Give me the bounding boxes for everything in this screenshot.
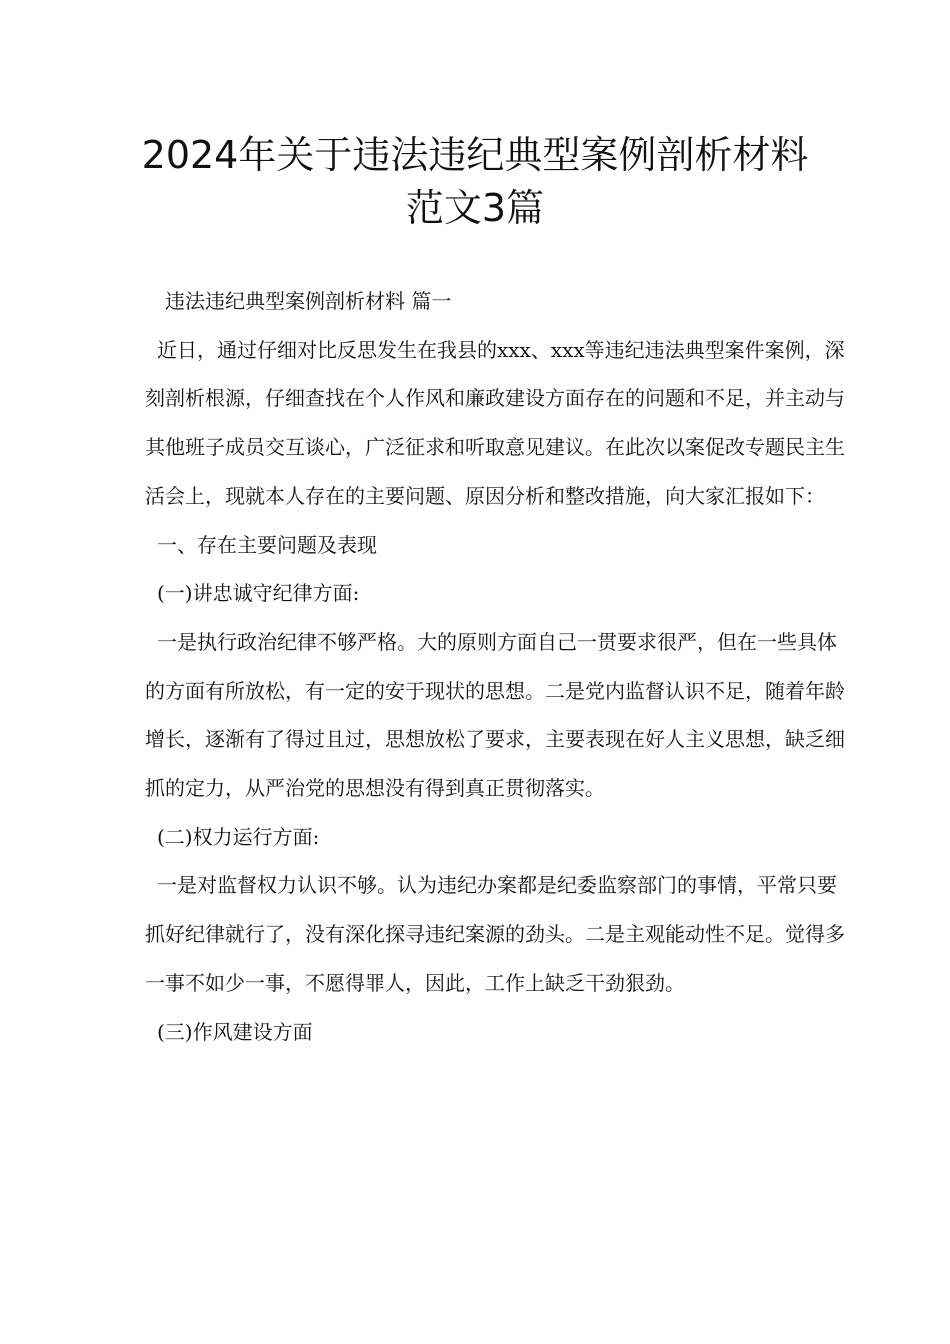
- subsection-heading: (三)作风建设方面: [157, 1019, 313, 1044]
- section-heading: 一、存在主要问题及表现: [157, 532, 377, 557]
- document-body: [145, 277, 845, 1056]
- paragraph: 一是执行政治纪律不够严格。大的原则方面自己一贯要求很严，但在一些具体的方面有所放松，有一定的安于现状的思想。二是党内监督认识不足，随着年龄增长，逐渐有了得过且过，思想放松了要求，主要表现在好人主义思想，缺乏细抓的定力，从严治党的思想没有得到真正贯彻落实。: [145, 629, 845, 801]
- subsection-heading: (一)讲忠诚守纪律方面:: [157, 581, 360, 606]
- document-title-line-1: 2024年关于违法违纪典型案例剖析材料: [141, 133, 809, 177]
- section-heading: 违法违纪典型案例剖析材料 篇一: [165, 289, 452, 313]
- paragraph-intro: 近日，通过仔细对比反思发生在我县的xxx、xxx等违纪违法典型案件案例，深刻剖析根源，仔细查找在个人作风和廉政建设方面存在的问题和不足，并主动与其他班子成员交互谈心，广泛征求和听取意见建议。在此次以案促改专题民主生活会上，现就本人存在的主要问题、原因分析和整改措施，向大家汇报如下：: [145, 337, 845, 508]
- subsection-heading: (二)权力运行方面:: [157, 824, 320, 849]
- document-title-line-2: 范文3篇: [405, 186, 545, 230]
- paragraph: 一是对监督权力认识不够。认为违纪办案都是纪委监察部门的事情，平常只要抓好纪律就行了，没有深化探寻违纪案源的劲头。二是主观能动性不足。觉得多一事不如少一事，不愿得罪人，因此，工作上缺乏干劲狠劲。: [145, 873, 845, 995]
